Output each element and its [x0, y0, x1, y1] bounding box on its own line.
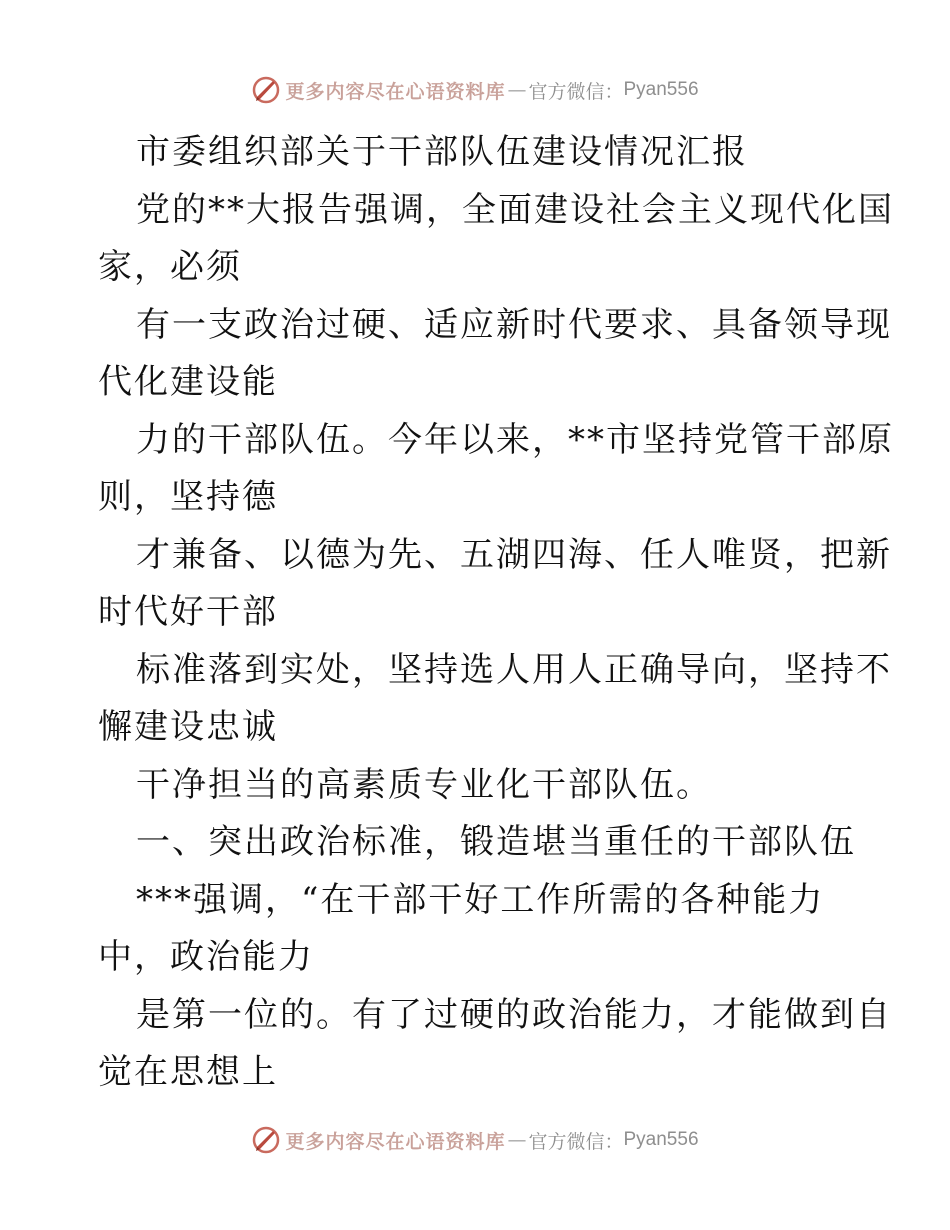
- text-line: 觉在思想上: [98, 1052, 278, 1092]
- text-line: 时代好干部: [98, 592, 278, 632]
- watermark-wechat-id: Pyan556: [623, 1129, 699, 1150]
- watermark-label: 官方微信：: [528, 1130, 624, 1153]
- watermark-text: 更多内容尽在心语资料库: [285, 1130, 506, 1153]
- section-heading: 一、突出政治标准，锻造堪当重任的干部队伍: [136, 822, 856, 862]
- text-line: 则，坚持德: [98, 477, 278, 517]
- text-line: 党的**大报告强调，全面建设社会主义现代化国: [136, 189, 894, 230]
- text-line: 干净担当的高素质专业化干部队伍。: [136, 764, 712, 805]
- text-line: 才兼备、以德为先、五湖四海、任人唯贤，把新: [136, 534, 892, 575]
- quill-logo-icon: [251, 1125, 281, 1155]
- text-line: 懈建设忠诚: [98, 707, 278, 747]
- watermark-wechat-id: Pyan556: [623, 79, 699, 100]
- watermark-text: 更多内容尽在心语资料库: [285, 80, 506, 103]
- footer-watermark: [0, 1120, 950, 1160]
- quill-logo-icon: [251, 75, 281, 105]
- header-watermark: [0, 70, 950, 110]
- text-line: 力的干部队伍。今年以来，**市坚持党管干部原: [136, 419, 894, 460]
- text-line: 中，政治能力: [98, 937, 314, 977]
- document-title: 市委组织部关于干部队伍建设情况汇报: [136, 132, 748, 172]
- text-line: 家，必须: [98, 247, 242, 287]
- document-body: [98, 124, 894, 1102]
- watermark-separator: —: [507, 79, 527, 101]
- watermark-separator: —: [507, 1129, 527, 1151]
- text-line: 有一支政治过硬、适应新时代要求、具备领导现: [136, 304, 892, 345]
- text-line: 代化建设能: [98, 362, 278, 402]
- text-line: ***强调，“在干部干好工作所需的各种能力: [136, 879, 825, 920]
- watermark-label: 官方微信：: [528, 80, 624, 103]
- text-line: 标准落到实处，坚持选人用人正确导向，坚持不: [136, 649, 892, 690]
- text-line: 是第一位的。有了过硬的政治能力，才能做到自: [136, 994, 892, 1035]
